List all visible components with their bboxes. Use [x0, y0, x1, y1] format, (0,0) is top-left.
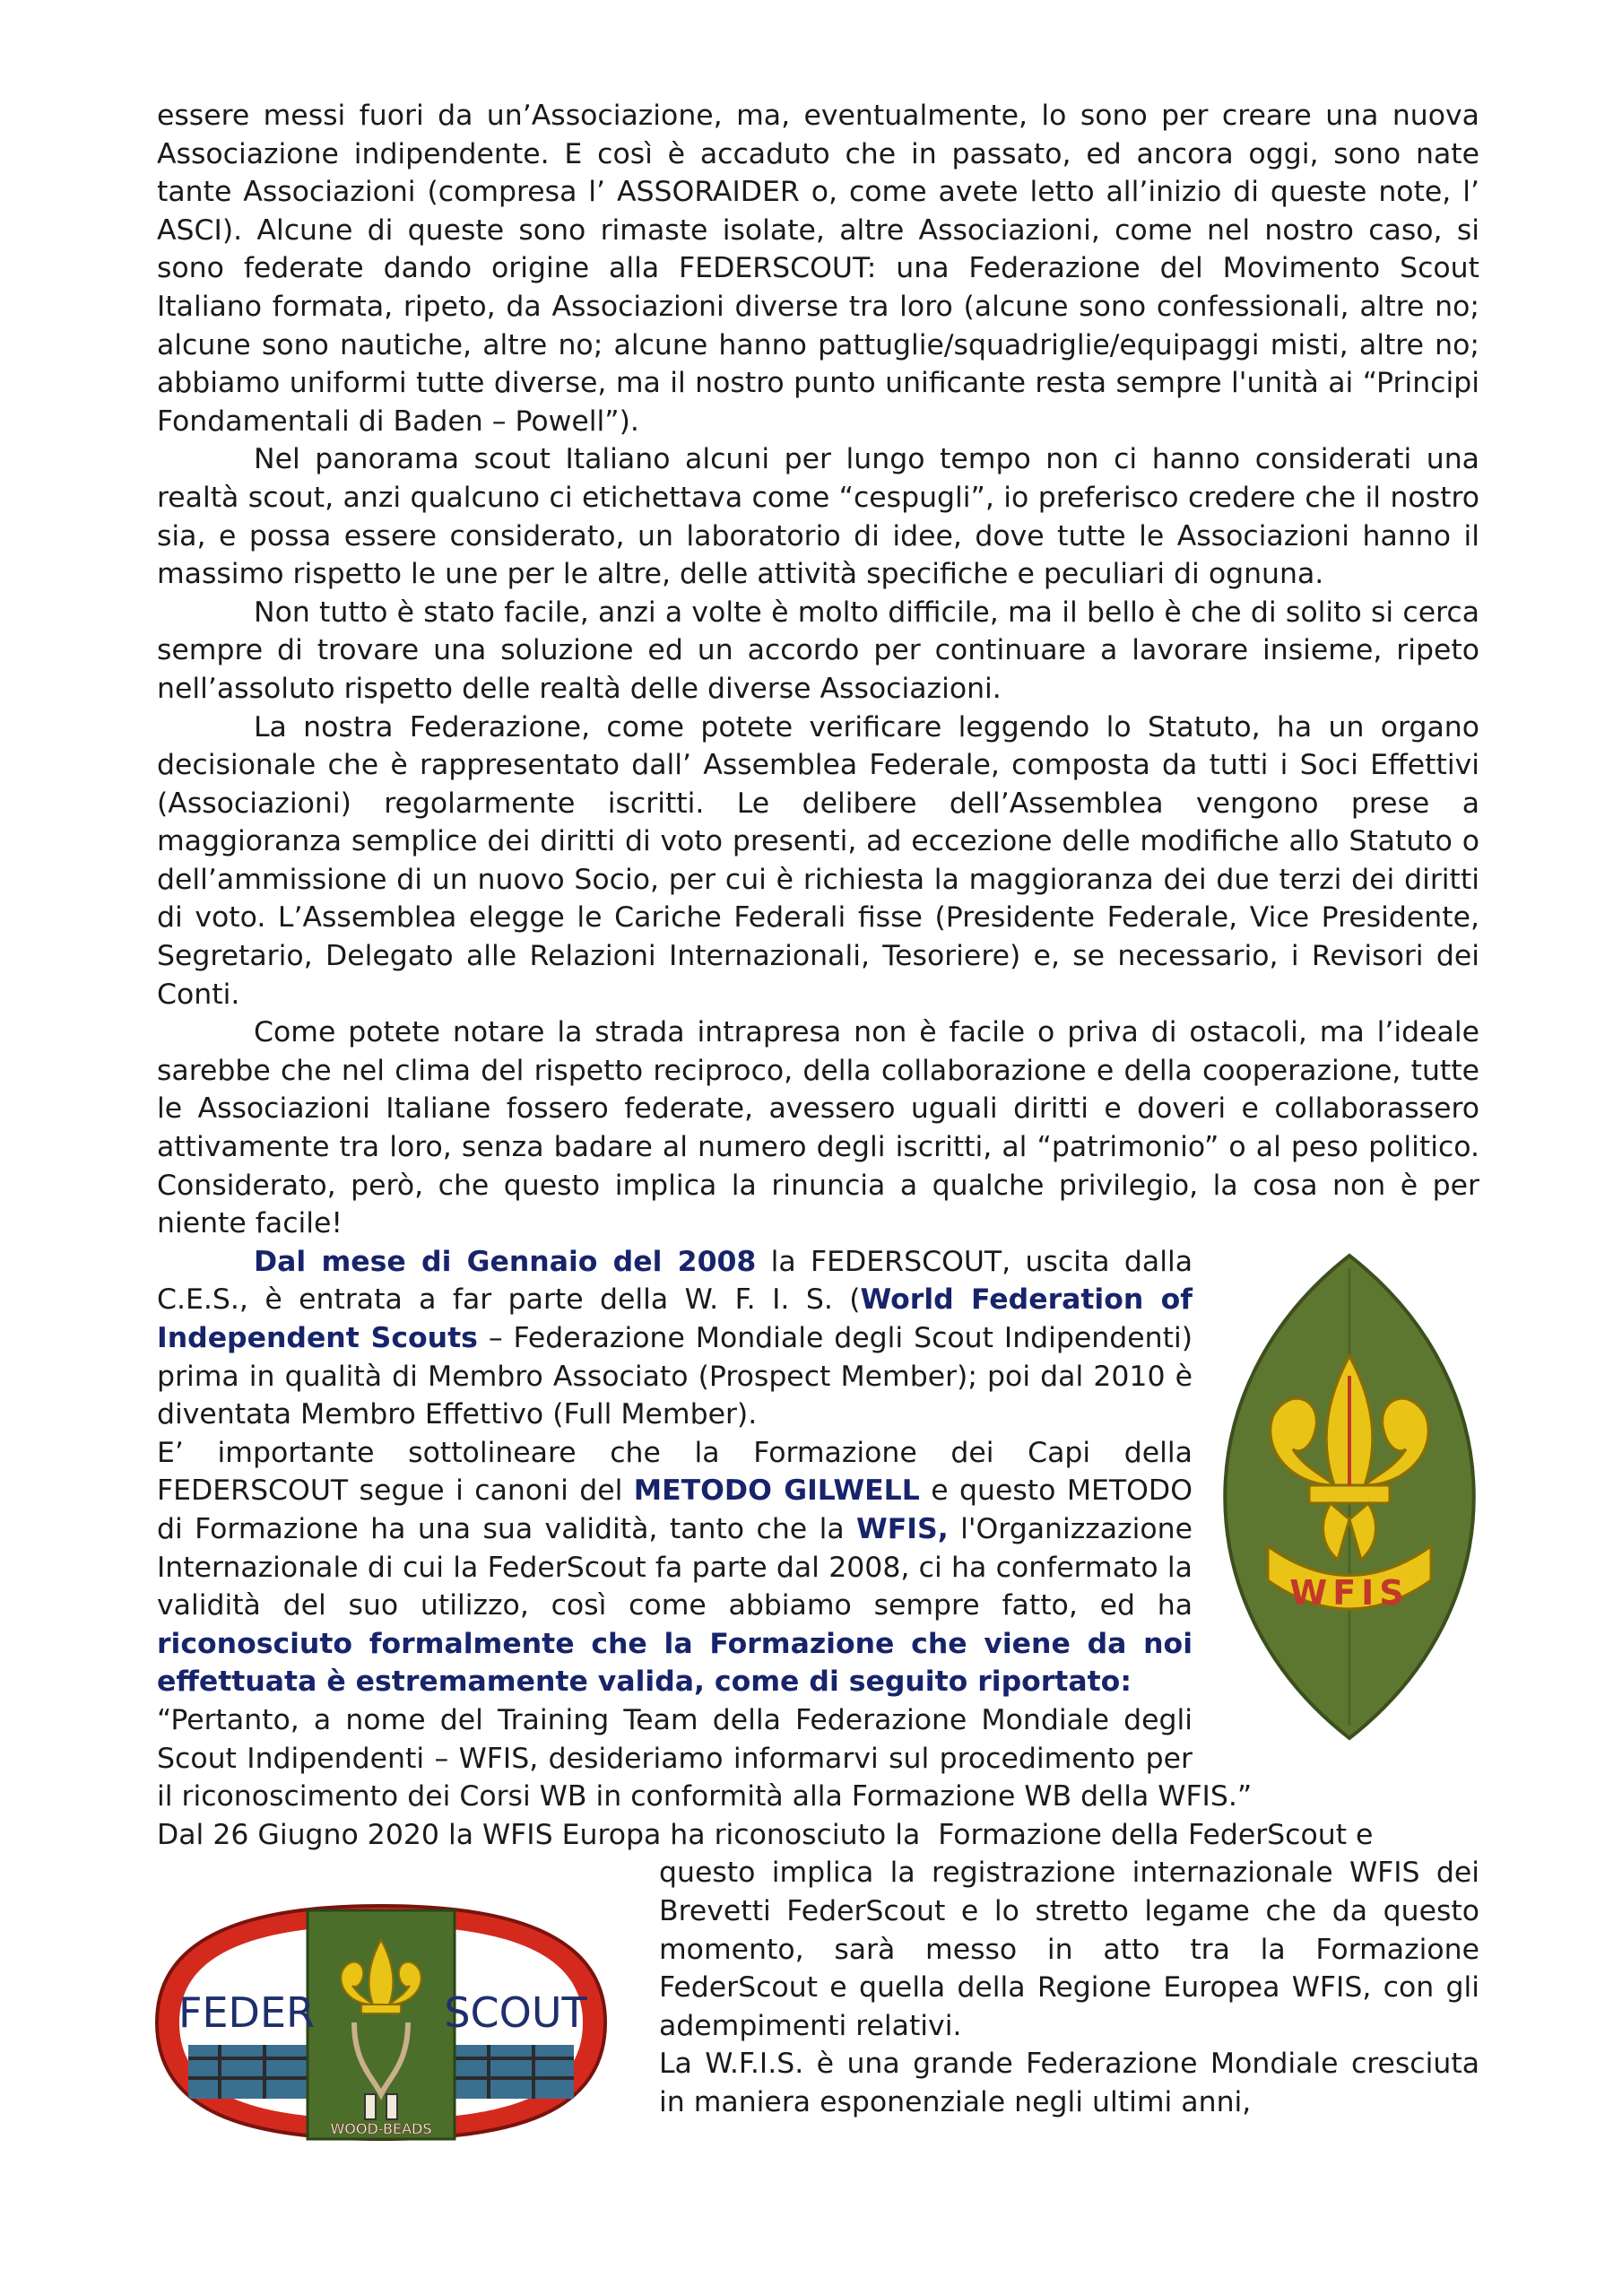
federscout-patch-container — [130, 1870, 632, 2175]
paragraph: E’ importante sottolineare che la Formazione dei Capi della FEDERSCOUT segue i canoni del METODO GILWELL e questo METODO di Formazione ha una sua validità, tanto che la WFIS, l'Organizzazione Internazionale di cui la FederScout fa parte dal 2008, ci ha confermato la validità del suo utilizzo, così come abbiamo sempre fatto, ed ha riconosciuto formalmente che la Formazione che viene da noi effettuata è estremamente valida, come di seguito riportato: — [157, 1436, 1193, 1699]
wfis-badge-image — [1219, 1250, 1479, 1744]
document-page — [157, 97, 1479, 2175]
scout-label: SCOUT — [444, 1988, 587, 2038]
bold-text: World Federation of Independent Scouts — [157, 1283, 1193, 1354]
paragraph-intro: Dal 26 Giugno 2020 la WFIS Europa ha riconosciuto la Formazione della FederScout e — [157, 1818, 1374, 1851]
paragraph: La nostra Federazione, come potete verificare leggendo lo Statuto, ha un organo decisionale che è rappresentato dall’ Assemblea Federale, composta da tutti i Soci Effettivi (Associazioni) regolarmente iscritti. Le delibere dell’Assemblea vengono prese a maggioranza semplice dei diritti di voto presenti, ad eccezione delle modifiche allo Statuto o dell’ammissione di un nuovo Socio, per cui è richiesta la maggioranza dei due terzi dei diritti di voto. L’Assemblea elegge le Cariche Federali fisse (Presidente Federale, Vice Presidente, Segretario, Delegato alle Relazioni Internazionali, Tesoriere) e, se necessario, i Revisori dei Conti. — [157, 710, 1479, 1011]
wood-beads-label: WOOD-BEADS — [330, 2120, 432, 2138]
wfis-label: WFIS — [1289, 1572, 1409, 1613]
paragraph: Nel panorama scout Italiano alcuni per lungo tempo non ci hanno considerati una realtà scout, anzi qualcuno ci etichettava come “cespugli”, io preferisco credere che il nostro sia, e possa essere considerato, un laboratorio di idee, dove tutte le Associazioni hanno il massimo rispetto le une per le altre, delle attività specifiche e peculiari di ognuna. — [157, 443, 1479, 591]
bold-text: riconosciuto formalmente che la Formazione che viene da noi effettuata è estremamente valida, come di seguito riportato: — [157, 1627, 1193, 1699]
paragraph: Non tutto è stato facile, anzi a volte è molto difficile, ma il bello è che di solito si cerca sempre di trovare una soluzione ed un accordo per continuare a lavorare insieme, ripeto nell’assoluto rispetto delle realtà delle diverse Associazioni. — [157, 596, 1479, 705]
bold-text: METODO GILWELL — [633, 1474, 920, 1508]
paragraph: questo implica la registrazione internazionale WFIS dei Brevetti FederScout e lo stretto legame che da questo momento, sarà messo in atto tra la Formazione FederScout e quella della Regione Europea WFIS, con gli adempimenti relativi. — [659, 1857, 1479, 2042]
paragraph: Dal mese di Gennaio del 2008 la FEDERSCOUT, uscita dalla C.E.S., è entrata a far parte della W. F. I. S. (World Federation of Independent Scouts – Federazione Mondiale degli Scout Indipendenti) prima in qualità di Membro Associato (Prospect Member); poi dal 2010 è diventata Membro Effettivo (Full Member). — [157, 1245, 1193, 1431]
quote-paragraph: “Pertanto, a nome del Training Team della Federazione Mondiale degli Scout Indipendenti – WFIS, desideriamo informarvi sul procedimento per il riconoscimento dei Corsi WB in conformità alla Formazione WB della WFIS.” — [157, 1703, 1253, 1813]
feder-label: FEDER — [178, 1988, 315, 2038]
bold-text: Dal mese di Gennaio del 2008 — [254, 1245, 757, 1278]
paragraph: La W.F.I.S. è una grande Federazione Mondiale cresciuta in maniera esponenziale negli ultimi anni, — [659, 2048, 1479, 2118]
paragraph: Come potete notare la strada intrapresa non è facile o priva di ostacoli, ma l’ideale sarebbe che nel clima del rispetto reciproco, della collaborazione e della cooperazione, tutte le Associazioni Italiane fossero federate, avessero uguali diritti e doveri e collaborassero attivamente tra loro, senza badare al numero degli iscritti, al “patrimonio” o al peso politico. Considerato, però, che questo implica la rinuncia a qualche privilegio, la cosa non è per niente facile! — [157, 1016, 1479, 1240]
paragraph: essere messi fuori da un’Associazione, ma, eventualmente, lo sono per creare una nuova Associazione indipendente. E così è accaduto che in passato, ed ancora oggi, sono nate tante Associazioni (compresa l’ ASSORAIDER o, come avete letto all’inizio di queste note, l’ ASCI). Alcune di queste sono rimaste isolate, altre Associazioni, come nel nostro caso, si sono federate dando origine alla FEDERSCOUT: una Federazione del Movimento Scout Italiano formata, ripeto, da Associazioni diverse tra loro (alcune sono confessionali, altre no; alcune sono nautiche, altre no; alcune hanno pattuglie/squadriglie/equipaggi misti, altre no; abbiamo uniformi tutte diverse, ma il nostro punto unificante resta sempre l'unità ai “Principi Fondamentali di Baden – Powell”). — [157, 100, 1479, 438]
bold-text: WFIS, — [856, 1512, 949, 1545]
wfis-badge-container — [1219, 1250, 1479, 1744]
federscout-patch-image — [130, 1870, 632, 2175]
